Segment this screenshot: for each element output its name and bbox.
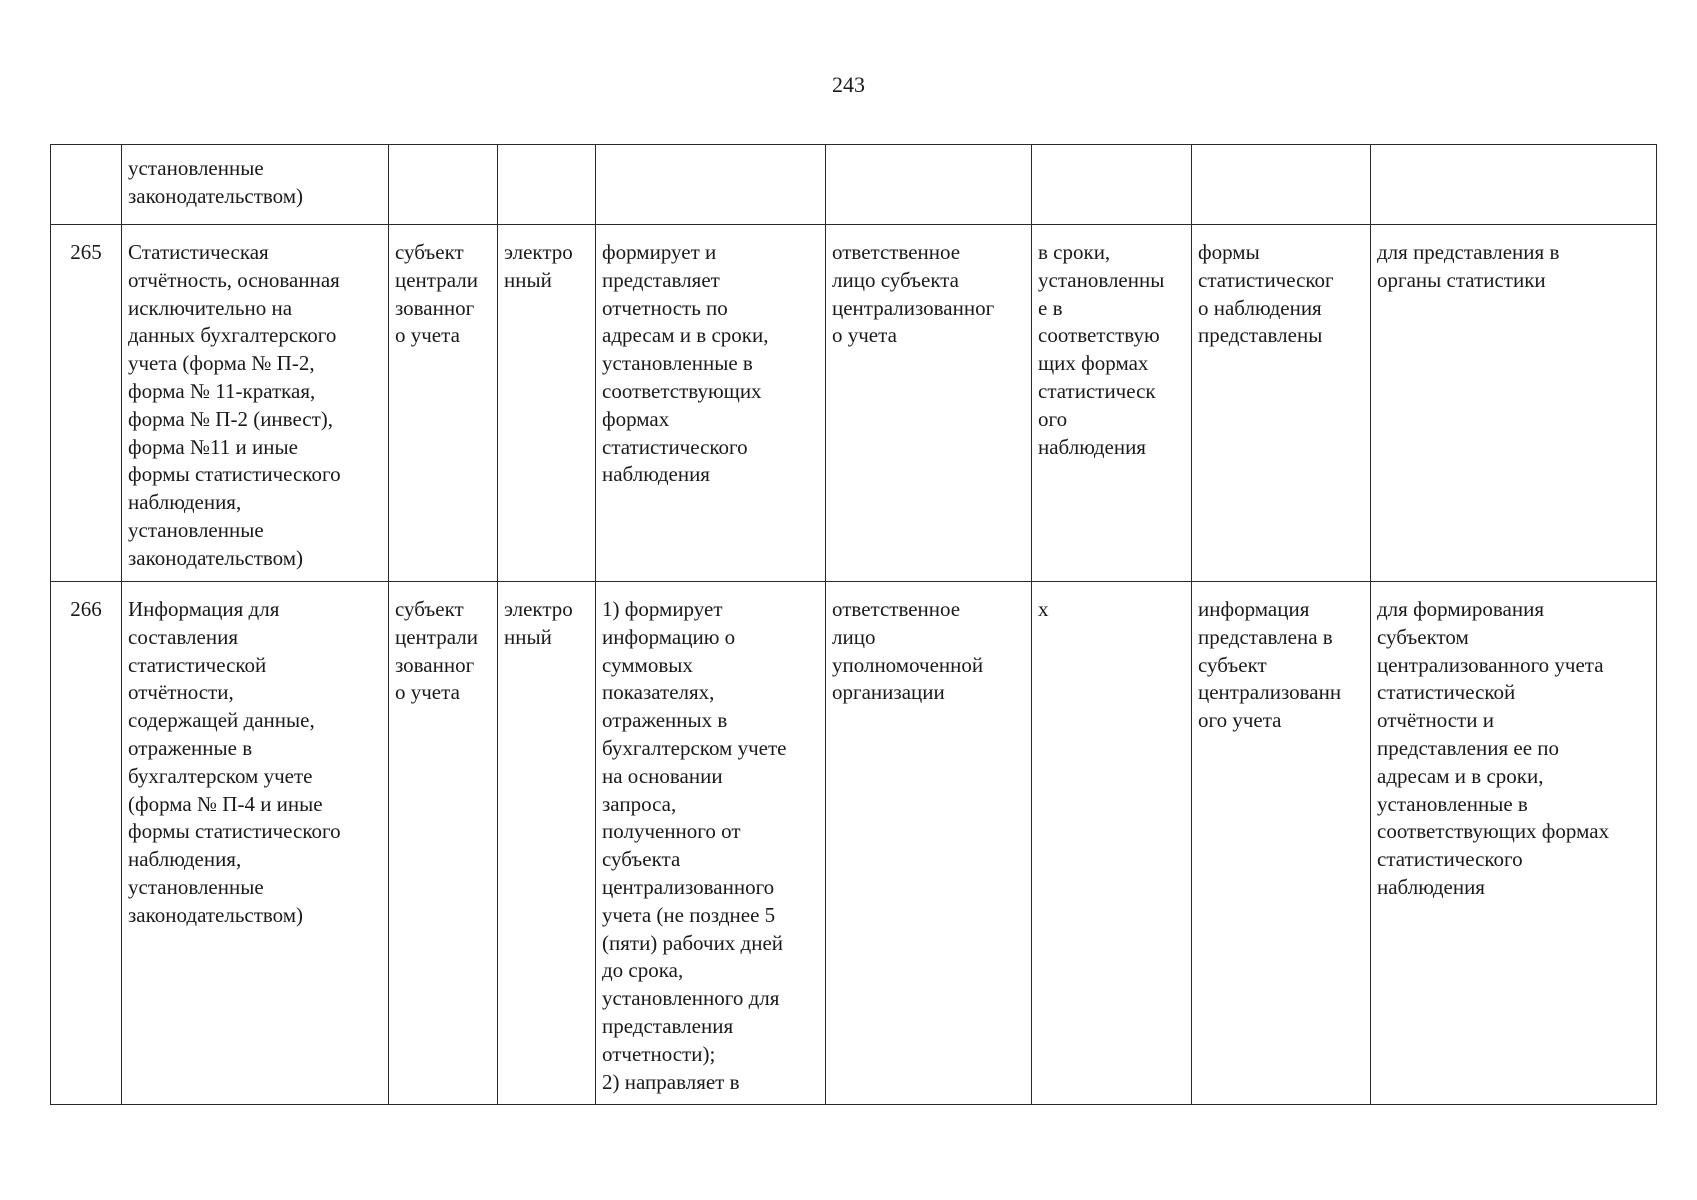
- cell-action: формирует и представляет отчетность по адресам и в сроки, установленные в соответствующих формах статистического наблюдения: [596, 225, 826, 582]
- cell-purpose: [1371, 145, 1657, 225]
- cell-executor: [826, 145, 1032, 225]
- registry-table: [50, 144, 1657, 1105]
- cell-purpose: для представления в органы статистики: [1371, 225, 1657, 582]
- cell-responsible-subject: субъект централи зованног о учета: [389, 582, 498, 1105]
- cell-result: информация представлена в субъект централизованн ого учета: [1192, 582, 1371, 1105]
- cell-number: [51, 145, 122, 225]
- cell-number: 265: [51, 225, 122, 582]
- cell-executor: ответственное лицо уполномоченной организации: [826, 582, 1032, 1105]
- cell-form: [498, 145, 596, 225]
- page-number: 243: [832, 72, 865, 97]
- cell-result: формы статистическог о наблюдения представлены: [1192, 225, 1371, 582]
- cell-document-name: установленные законодательством): [122, 145, 389, 225]
- cell-number: 266: [51, 582, 122, 1105]
- cell-deadline: [1032, 145, 1192, 225]
- cell-document-name: Статистическая отчётность, основанная исключительно на данных бухгалтерского учета (форма № П-2, форма № 11-краткая, форма № П-2 (инвест), форма №11 и иные формы статистического наблюдения, установленные законодательством): [122, 225, 389, 582]
- cell-form: электро нный: [498, 582, 596, 1105]
- cell-document-name: Информация для составления статистической отчётности, содержащей данные, отраженные в бухгалтерском учете (форма № П-4 и иные формы статистического наблюдения, установленные законодательством): [122, 582, 389, 1105]
- cell-purpose: для формирования субъектом централизованного учета статистической отчётности и представления ее по адресам и в сроки, установленные в соответствующих формах статистического наблюдения: [1371, 582, 1657, 1105]
- cell-executor: ответственное лицо субъекта централизованног о учета: [826, 225, 1032, 582]
- cell-action: [596, 145, 826, 225]
- cell-action: 1) формирует информацию о суммовых показателях, отраженных в бухгалтерском учете на основании запроса, полученного от субъекта централизованного учета (не позднее 5 (пяти) рабочих дней до срока, установленного для представления отчетности); 2) направляет в: [596, 582, 826, 1105]
- cell-responsible-subject: [389, 145, 498, 225]
- table-row-266: [51, 582, 1657, 1105]
- table-row-265: [51, 225, 1657, 582]
- cell-responsible-subject: субъект централи зованног о учета: [389, 225, 498, 582]
- cell-result: [1192, 145, 1371, 225]
- cell-form: электро нный: [498, 225, 596, 582]
- cell-deadline: в сроки, установленны е в соответствую щих формах статистическ ого наблюдения: [1032, 225, 1192, 582]
- table-row-continuation: [51, 145, 1657, 225]
- cell-deadline: х: [1032, 582, 1192, 1105]
